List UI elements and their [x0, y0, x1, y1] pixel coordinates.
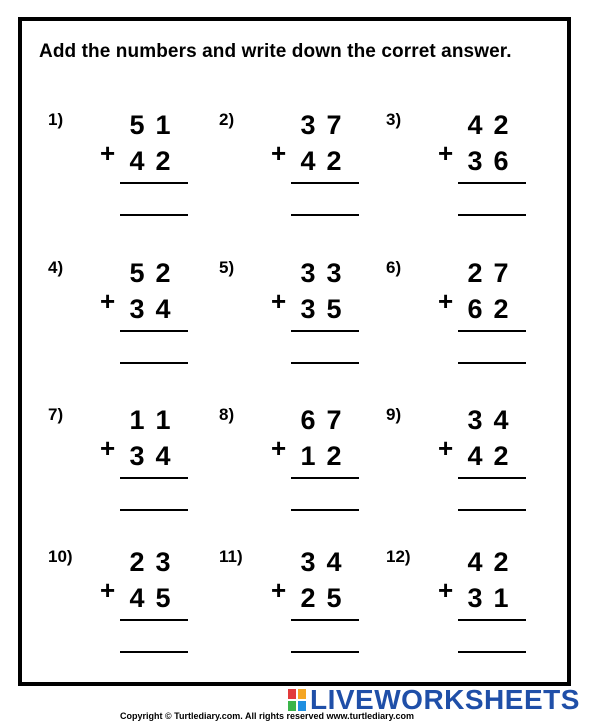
addend-top — [295, 547, 347, 578]
digit: 2 — [467, 258, 483, 288]
digit: 2 — [326, 441, 342, 471]
answer-line[interactable] — [120, 214, 188, 216]
logo-icon — [288, 689, 306, 711]
addend-bottom — [462, 294, 514, 325]
sum-line — [120, 330, 188, 332]
answer-line[interactable] — [458, 214, 526, 216]
addend-top — [462, 110, 514, 141]
plus-sign: + — [438, 433, 454, 463]
addition-problem — [219, 110, 389, 240]
digit: 4 — [326, 547, 342, 577]
digit: 3 — [300, 547, 316, 577]
digit: 4 — [467, 441, 483, 471]
addend-bottom — [124, 441, 176, 472]
sum-line — [458, 477, 526, 479]
digit: 5 — [129, 258, 145, 288]
answer-line[interactable] — [291, 362, 359, 364]
digit: 3 — [129, 441, 145, 471]
plus-sign: + — [271, 286, 287, 316]
digit: 4 — [155, 441, 171, 471]
digit: 4 — [129, 583, 145, 613]
addend-bottom — [462, 583, 514, 614]
addend-top — [462, 258, 514, 289]
digit: 6 — [493, 146, 509, 176]
digit: 3 — [155, 547, 171, 577]
digit: 3 — [467, 405, 483, 435]
digit: 4 — [493, 405, 509, 435]
plus-sign: + — [438, 575, 454, 605]
digit: 4 — [129, 146, 145, 176]
addend-top — [124, 547, 176, 578]
digit: 4 — [300, 146, 316, 176]
sum-line — [458, 330, 526, 332]
question-number: 9) — [386, 405, 402, 424]
answer-line[interactable] — [291, 214, 359, 216]
sum-line — [120, 182, 188, 184]
plus-sign: + — [100, 575, 116, 605]
sum-line — [291, 619, 359, 621]
digit: 2 — [493, 294, 509, 324]
plus-sign: + — [271, 575, 287, 605]
addend-top — [462, 405, 514, 436]
addition-problem — [386, 258, 556, 388]
addend-bottom — [462, 441, 514, 472]
addend-top — [124, 110, 176, 141]
addition-problem — [386, 405, 556, 535]
addition-problem — [219, 258, 389, 388]
addend-bottom — [124, 583, 176, 614]
digit: 4 — [467, 547, 483, 577]
digit: 2 — [493, 441, 509, 471]
addend-bottom — [462, 146, 514, 177]
digit: 7 — [326, 110, 342, 140]
addition-problem — [48, 110, 218, 240]
digit: 2 — [326, 146, 342, 176]
sum-line — [291, 477, 359, 479]
question-number: 5) — [219, 258, 235, 277]
plus-sign: + — [438, 138, 454, 168]
instructions: Add the numbers and write down the corret answer. — [39, 41, 512, 62]
digit: 3 — [467, 146, 483, 176]
digit: 6 — [300, 405, 316, 435]
question-number: 10) — [48, 547, 73, 566]
digit: 1 — [493, 583, 509, 613]
question-number: 12) — [386, 547, 411, 566]
logo-text: LIVEWORKSHEETS — [310, 684, 580, 715]
sum-line — [120, 477, 188, 479]
sum-line — [458, 619, 526, 621]
answer-line[interactable] — [291, 651, 359, 653]
digit: 4 — [155, 294, 171, 324]
digit: 5 — [326, 583, 342, 613]
digit: 3 — [129, 294, 145, 324]
addend-bottom — [124, 146, 176, 177]
digit: 3 — [300, 110, 316, 140]
digit: 6 — [467, 294, 483, 324]
digit: 5 — [129, 110, 145, 140]
addend-top — [462, 547, 514, 578]
addend-top — [295, 405, 347, 436]
answer-line[interactable] — [120, 362, 188, 364]
plus-sign: + — [100, 138, 116, 168]
digit: 3 — [300, 294, 316, 324]
addition-problem — [219, 405, 389, 535]
digit: 5 — [155, 583, 171, 613]
addition-problem — [48, 405, 218, 535]
addition-problem — [386, 110, 556, 240]
digit: 2 — [300, 583, 316, 613]
plus-sign: + — [438, 286, 454, 316]
addition-problem — [48, 258, 218, 388]
question-number: 2) — [219, 110, 235, 129]
addend-bottom — [295, 583, 347, 614]
answer-line[interactable] — [458, 651, 526, 653]
addend-top — [124, 258, 176, 289]
digit: 7 — [326, 405, 342, 435]
digit: 4 — [467, 110, 483, 140]
digit: 2 — [155, 258, 171, 288]
digit: 2 — [155, 146, 171, 176]
plus-sign: + — [271, 138, 287, 168]
question-number: 6) — [386, 258, 402, 277]
sum-line — [291, 330, 359, 332]
addend-top — [295, 110, 347, 141]
digit: 1 — [129, 405, 145, 435]
answer-line[interactable] — [458, 509, 526, 511]
plus-sign: + — [271, 433, 287, 463]
addend-bottom — [295, 441, 347, 472]
addend-bottom — [295, 294, 347, 325]
liveworksheets-logo — [288, 684, 580, 715]
plus-sign: + — [100, 433, 116, 463]
answer-line[interactable] — [291, 509, 359, 511]
addend-top — [124, 405, 176, 436]
question-number: 4) — [48, 258, 64, 277]
answer-line[interactable] — [120, 509, 188, 511]
digit: 3 — [467, 583, 483, 613]
digit: 2 — [493, 547, 509, 577]
question-number: 7) — [48, 405, 64, 424]
digit: 3 — [326, 258, 342, 288]
digit: 1 — [155, 405, 171, 435]
answer-line[interactable] — [120, 651, 188, 653]
digit: 5 — [326, 294, 342, 324]
question-number: 11) — [219, 547, 243, 566]
digit: 3 — [300, 258, 316, 288]
answer-line[interactable] — [458, 362, 526, 364]
sum-line — [120, 619, 188, 621]
sum-line — [458, 182, 526, 184]
digit: 1 — [155, 110, 171, 140]
addition-problem — [386, 547, 556, 677]
digit: 1 — [300, 441, 316, 471]
plus-sign: + — [100, 286, 116, 316]
digit: 2 — [129, 547, 145, 577]
addition-problem — [48, 547, 218, 677]
digit: 7 — [493, 258, 509, 288]
question-number: 8) — [219, 405, 235, 424]
addend-bottom — [124, 294, 176, 325]
copyright-text: Copyright © Turtlediary.com. All rights reserved www.turtlediary.com — [120, 711, 415, 721]
sum-line — [291, 182, 359, 184]
addend-bottom — [295, 146, 347, 177]
digit: 2 — [493, 110, 509, 140]
question-number: 3) — [386, 110, 402, 129]
addition-problem — [219, 547, 389, 677]
addend-top — [295, 258, 347, 289]
question-number: 1) — [48, 110, 64, 129]
